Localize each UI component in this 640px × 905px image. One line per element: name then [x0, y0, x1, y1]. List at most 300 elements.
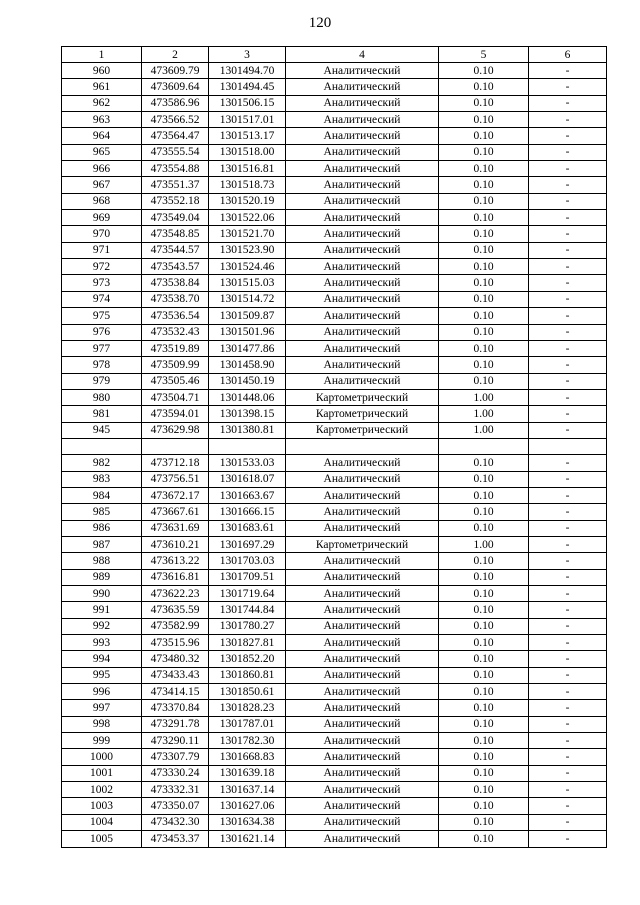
- point-number-cell: 970: [62, 226, 142, 242]
- table-row: [62, 471, 607, 487]
- point-number-cell: 967: [62, 177, 142, 193]
- table-row: [62, 340, 607, 356]
- note-cell: -: [529, 798, 607, 814]
- x-coordinate-cell: 473552.18: [142, 193, 209, 209]
- note-cell: -: [529, 471, 607, 487]
- accuracy-cell: 0.10: [439, 618, 529, 634]
- column-header-1: 1: [62, 47, 142, 63]
- accuracy-cell: 0.10: [439, 291, 529, 307]
- table-row: [62, 291, 607, 307]
- table-row: [62, 112, 607, 128]
- page-number: 120: [308, 15, 332, 31]
- accuracy-cell: 0.10: [439, 635, 529, 651]
- note-cell: -: [529, 635, 607, 651]
- accuracy-cell: 0.10: [439, 259, 529, 275]
- method-cell: Аналитический: [286, 765, 439, 781]
- method-cell: Картометрический: [286, 389, 439, 405]
- x-coordinate-cell: 473564.47: [142, 128, 209, 144]
- note-cell: [529, 438, 607, 454]
- point-number-cell: 993: [62, 635, 142, 651]
- y-coordinate-cell: 1301533.03: [209, 455, 286, 471]
- y-coordinate-cell: 1301852.20: [209, 651, 286, 667]
- method-cell: Картометрический: [286, 536, 439, 552]
- y-coordinate-cell: 1301663.67: [209, 487, 286, 503]
- table-row: [62, 422, 607, 438]
- point-number-cell: 983: [62, 471, 142, 487]
- point-number-cell: 992: [62, 618, 142, 634]
- point-number-cell: 964: [62, 128, 142, 144]
- note-cell: -: [529, 324, 607, 340]
- note-cell: -: [529, 618, 607, 634]
- y-coordinate-cell: 1301618.07: [209, 471, 286, 487]
- y-coordinate-cell: 1301513.17: [209, 128, 286, 144]
- point-number-cell: 988: [62, 553, 142, 569]
- table-row: [62, 618, 607, 634]
- accuracy-cell: 0.10: [439, 487, 529, 503]
- point-number-cell: 966: [62, 161, 142, 177]
- table-row: [62, 193, 607, 209]
- x-coordinate-cell: 473536.54: [142, 308, 209, 324]
- y-coordinate-cell: 1301524.46: [209, 259, 286, 275]
- method-cell: Аналитический: [286, 144, 439, 160]
- note-cell: -: [529, 406, 607, 422]
- point-number-cell: 999: [62, 733, 142, 749]
- x-coordinate-cell: 473532.43: [142, 324, 209, 340]
- column-header-2: 2: [142, 47, 209, 63]
- accuracy-cell: 0.10: [439, 79, 529, 95]
- column-header-3: 3: [209, 47, 286, 63]
- table-row: [62, 242, 607, 258]
- accuracy-cell: 0.10: [439, 504, 529, 520]
- note-cell: -: [529, 95, 607, 111]
- point-number-cell: 978: [62, 357, 142, 373]
- point-number-cell: [62, 438, 142, 454]
- table-row: [62, 210, 607, 226]
- x-coordinate-cell: 473433.43: [142, 667, 209, 683]
- y-coordinate-cell: 1301515.03: [209, 275, 286, 291]
- point-number-cell: 968: [62, 193, 142, 209]
- point-number-cell: 996: [62, 684, 142, 700]
- method-cell: Аналитический: [286, 635, 439, 651]
- x-coordinate-cell: 473504.71: [142, 389, 209, 405]
- table-row: [62, 259, 607, 275]
- x-coordinate-cell: 473667.61: [142, 504, 209, 520]
- y-coordinate-cell: 1301744.84: [209, 602, 286, 618]
- y-coordinate-cell: 1301850.61: [209, 684, 286, 700]
- accuracy-cell: 0.10: [439, 471, 529, 487]
- note-cell: -: [529, 177, 607, 193]
- x-coordinate-cell: 473629.98: [142, 422, 209, 438]
- accuracy-cell: 0.10: [439, 569, 529, 585]
- x-coordinate-cell: 473756.51: [142, 471, 209, 487]
- table-row: [62, 275, 607, 291]
- y-coordinate-cell: 1301518.73: [209, 177, 286, 193]
- method-cell: Аналитический: [286, 831, 439, 847]
- accuracy-cell: 0.10: [439, 112, 529, 128]
- method-cell: [286, 438, 439, 454]
- accuracy-cell: 0.10: [439, 161, 529, 177]
- x-coordinate-cell: 473631.69: [142, 520, 209, 536]
- y-coordinate-cell: 1301494.45: [209, 79, 286, 95]
- table-row: [62, 357, 607, 373]
- x-coordinate-cell: 473610.21: [142, 536, 209, 552]
- accuracy-cell: 0.10: [439, 602, 529, 618]
- method-cell: Аналитический: [286, 569, 439, 585]
- table-row: [62, 63, 607, 79]
- x-coordinate-cell: 473330.24: [142, 765, 209, 781]
- y-coordinate-cell: 1301501.96: [209, 324, 286, 340]
- method-cell: Аналитический: [286, 340, 439, 356]
- y-coordinate-cell: 1301516.81: [209, 161, 286, 177]
- point-number-cell: 1004: [62, 814, 142, 830]
- method-cell: Аналитический: [286, 814, 439, 830]
- note-cell: -: [529, 667, 607, 683]
- point-number-cell: 965: [62, 144, 142, 160]
- accuracy-cell: 0.10: [439, 749, 529, 765]
- method-cell: Аналитический: [286, 275, 439, 291]
- note-cell: -: [529, 651, 607, 667]
- x-coordinate-cell: 473613.22: [142, 553, 209, 569]
- point-number-cell: 1000: [62, 749, 142, 765]
- point-number-cell: 1003: [62, 798, 142, 814]
- accuracy-cell: 1.00: [439, 406, 529, 422]
- y-coordinate-cell: 1301703.03: [209, 553, 286, 569]
- accuracy-cell: 0.10: [439, 798, 529, 814]
- x-coordinate-cell: 473582.99: [142, 618, 209, 634]
- table-row: [62, 667, 607, 683]
- y-coordinate-cell: 1301506.15: [209, 95, 286, 111]
- x-coordinate-cell: 473609.79: [142, 63, 209, 79]
- x-coordinate-cell: 473538.84: [142, 275, 209, 291]
- method-cell: Аналитический: [286, 177, 439, 193]
- accuracy-cell: 0.10: [439, 553, 529, 569]
- accuracy-cell: 0.10: [439, 128, 529, 144]
- note-cell: -: [529, 569, 607, 585]
- accuracy-cell: 0.10: [439, 684, 529, 700]
- y-coordinate-cell: 1301477.86: [209, 340, 286, 356]
- accuracy-cell: 0.10: [439, 586, 529, 602]
- point-number-cell: 975: [62, 308, 142, 324]
- note-cell: -: [529, 831, 607, 847]
- y-coordinate-cell: 1301787.01: [209, 716, 286, 732]
- y-coordinate-cell: 1301509.87: [209, 308, 286, 324]
- method-cell: Аналитический: [286, 95, 439, 111]
- x-coordinate-cell: 473566.52: [142, 112, 209, 128]
- y-coordinate-cell: 1301514.72: [209, 291, 286, 307]
- y-coordinate-cell: 1301639.18: [209, 765, 286, 781]
- x-coordinate-cell: [142, 438, 209, 454]
- accuracy-cell: 0.10: [439, 193, 529, 209]
- accuracy-cell: 0.10: [439, 373, 529, 389]
- point-number-cell: 991: [62, 602, 142, 618]
- note-cell: -: [529, 259, 607, 275]
- table-row: [62, 177, 607, 193]
- accuracy-cell: 0.10: [439, 95, 529, 111]
- note-cell: -: [529, 308, 607, 324]
- note-cell: -: [529, 536, 607, 552]
- y-coordinate-cell: 1301860.81: [209, 667, 286, 683]
- x-coordinate-cell: 473548.85: [142, 226, 209, 242]
- y-coordinate-cell: 1301517.01: [209, 112, 286, 128]
- point-number-cell: 985: [62, 504, 142, 520]
- note-cell: -: [529, 79, 607, 95]
- point-number-cell: 963: [62, 112, 142, 128]
- x-coordinate-cell: 473594.01: [142, 406, 209, 422]
- y-coordinate-cell: 1301637.14: [209, 782, 286, 798]
- point-number-cell: 997: [62, 700, 142, 716]
- accuracy-cell: 0.10: [439, 765, 529, 781]
- y-coordinate-cell: 1301522.06: [209, 210, 286, 226]
- note-cell: -: [529, 112, 607, 128]
- point-number-cell: 962: [62, 95, 142, 111]
- x-coordinate-cell: 473554.88: [142, 161, 209, 177]
- table-row: [62, 586, 607, 602]
- x-coordinate-cell: 473586.96: [142, 95, 209, 111]
- method-cell: Аналитический: [286, 553, 439, 569]
- table-row: [62, 226, 607, 242]
- table-row: [62, 455, 607, 471]
- accuracy-cell: 0.10: [439, 700, 529, 716]
- accuracy-cell: 0.10: [439, 814, 529, 830]
- y-coordinate-cell: [209, 438, 286, 454]
- point-number-cell: 989: [62, 569, 142, 585]
- method-cell: Аналитический: [286, 455, 439, 471]
- accuracy-cell: 0.10: [439, 177, 529, 193]
- accuracy-cell: 0.10: [439, 242, 529, 258]
- table-body: [62, 63, 607, 848]
- table-row: [62, 716, 607, 732]
- x-coordinate-cell: 473350.07: [142, 798, 209, 814]
- point-number-cell: 1005: [62, 831, 142, 847]
- note-cell: -: [529, 210, 607, 226]
- method-cell: Аналитический: [286, 798, 439, 814]
- method-cell: Аналитический: [286, 357, 439, 373]
- point-number-cell: 969: [62, 210, 142, 226]
- y-coordinate-cell: 1301697.29: [209, 536, 286, 552]
- point-number-cell: 971: [62, 242, 142, 258]
- point-number-cell: 1001: [62, 765, 142, 781]
- table-row: [62, 79, 607, 95]
- y-coordinate-cell: 1301521.70: [209, 226, 286, 242]
- x-coordinate-cell: 473290.11: [142, 733, 209, 749]
- note-cell: -: [529, 733, 607, 749]
- note-cell: -: [529, 520, 607, 536]
- x-coordinate-cell: 473616.81: [142, 569, 209, 585]
- y-coordinate-cell: 1301398.15: [209, 406, 286, 422]
- note-cell: -: [529, 340, 607, 356]
- y-coordinate-cell: 1301494.70: [209, 63, 286, 79]
- accuracy-cell: 0.10: [439, 651, 529, 667]
- note-cell: -: [529, 291, 607, 307]
- accuracy-cell: 0.10: [439, 275, 529, 291]
- method-cell: Аналитический: [286, 667, 439, 683]
- method-cell: Аналитический: [286, 586, 439, 602]
- note-cell: -: [529, 275, 607, 291]
- table-row: [62, 700, 607, 716]
- accuracy-cell: 0.10: [439, 210, 529, 226]
- table-row: [62, 487, 607, 503]
- x-coordinate-cell: 473432.30: [142, 814, 209, 830]
- accuracy-cell: 0.10: [439, 324, 529, 340]
- table-row: [62, 733, 607, 749]
- y-coordinate-cell: 1301668.83: [209, 749, 286, 765]
- method-cell: Аналитический: [286, 112, 439, 128]
- method-cell: Аналитический: [286, 602, 439, 618]
- note-cell: -: [529, 389, 607, 405]
- x-coordinate-cell: 473672.17: [142, 487, 209, 503]
- accuracy-cell: [439, 438, 529, 454]
- accuracy-cell: 1.00: [439, 389, 529, 405]
- point-number-cell: 961: [62, 79, 142, 95]
- column-header-5: 5: [439, 47, 529, 63]
- table-row: [62, 684, 607, 700]
- point-number-cell: 994: [62, 651, 142, 667]
- note-cell: -: [529, 586, 607, 602]
- column-header-4: 4: [286, 47, 439, 63]
- table-row: [62, 798, 607, 814]
- x-coordinate-cell: 473635.59: [142, 602, 209, 618]
- note-cell: -: [529, 814, 607, 830]
- method-cell: Аналитический: [286, 749, 439, 765]
- method-cell: Аналитический: [286, 651, 439, 667]
- note-cell: -: [529, 63, 607, 79]
- note-cell: -: [529, 226, 607, 242]
- accuracy-cell: 0.10: [439, 782, 529, 798]
- method-cell: Аналитический: [286, 79, 439, 95]
- method-cell: Аналитический: [286, 684, 439, 700]
- method-cell: Картометрический: [286, 422, 439, 438]
- point-number-cell: 995: [62, 667, 142, 683]
- note-cell: -: [529, 504, 607, 520]
- point-number-cell: 977: [62, 340, 142, 356]
- accuracy-cell: 0.10: [439, 144, 529, 160]
- accuracy-cell: 0.10: [439, 733, 529, 749]
- point-number-cell: 974: [62, 291, 142, 307]
- x-coordinate-cell: 473480.32: [142, 651, 209, 667]
- method-cell: Аналитический: [286, 504, 439, 520]
- method-cell: Аналитический: [286, 324, 439, 340]
- table-row: [62, 504, 607, 520]
- x-coordinate-cell: 473291.78: [142, 716, 209, 732]
- y-coordinate-cell: 1301780.27: [209, 618, 286, 634]
- point-number-cell: 998: [62, 716, 142, 732]
- y-coordinate-cell: 1301523.90: [209, 242, 286, 258]
- table-row: [62, 635, 607, 651]
- note-cell: -: [529, 553, 607, 569]
- accuracy-cell: 0.10: [439, 716, 529, 732]
- y-coordinate-cell: 1301448.06: [209, 389, 286, 405]
- accuracy-cell: 0.10: [439, 340, 529, 356]
- note-cell: -: [529, 684, 607, 700]
- x-coordinate-cell: 473712.18: [142, 455, 209, 471]
- note-cell: -: [529, 700, 607, 716]
- y-coordinate-cell: 1301827.81: [209, 635, 286, 651]
- note-cell: -: [529, 193, 607, 209]
- x-coordinate-cell: 473609.64: [142, 79, 209, 95]
- method-cell: Аналитический: [286, 242, 439, 258]
- accuracy-cell: 0.10: [439, 357, 529, 373]
- point-number-cell: 982: [62, 455, 142, 471]
- column-header-6: 6: [529, 47, 607, 63]
- y-coordinate-cell: 1301683.61: [209, 520, 286, 536]
- method-cell: Аналитический: [286, 733, 439, 749]
- method-cell: Аналитический: [286, 700, 439, 716]
- y-coordinate-cell: 1301666.15: [209, 504, 286, 520]
- point-number-cell: 981: [62, 406, 142, 422]
- table-row: [62, 438, 607, 454]
- x-coordinate-cell: 473515.96: [142, 635, 209, 651]
- accuracy-cell: 0.10: [439, 455, 529, 471]
- method-cell: Аналитический: [286, 226, 439, 242]
- method-cell: Картометрический: [286, 406, 439, 422]
- x-coordinate-cell: 473332.31: [142, 782, 209, 798]
- x-coordinate-cell: 473538.70: [142, 291, 209, 307]
- y-coordinate-cell: 1301518.00: [209, 144, 286, 160]
- table-row: [62, 814, 607, 830]
- table-header-row: [62, 47, 607, 63]
- method-cell: Аналитический: [286, 128, 439, 144]
- y-coordinate-cell: 1301634.38: [209, 814, 286, 830]
- note-cell: -: [529, 782, 607, 798]
- method-cell: Аналитический: [286, 308, 439, 324]
- method-cell: Аналитический: [286, 487, 439, 503]
- table-row: [62, 144, 607, 160]
- note-cell: -: [529, 373, 607, 389]
- x-coordinate-cell: 473307.79: [142, 749, 209, 765]
- note-cell: -: [529, 144, 607, 160]
- note-cell: -: [529, 422, 607, 438]
- point-number-cell: 972: [62, 259, 142, 275]
- x-coordinate-cell: 473622.23: [142, 586, 209, 602]
- accuracy-cell: 0.10: [439, 831, 529, 847]
- note-cell: -: [529, 749, 607, 765]
- point-number-cell: 945: [62, 422, 142, 438]
- y-coordinate-cell: 1301627.06: [209, 798, 286, 814]
- table-row: [62, 831, 607, 847]
- y-coordinate-cell: 1301450.19: [209, 373, 286, 389]
- note-cell: -: [529, 242, 607, 258]
- table-row: [62, 389, 607, 405]
- table-row: [62, 749, 607, 765]
- y-coordinate-cell: 1301782.30: [209, 733, 286, 749]
- coordinates-table: [61, 46, 607, 848]
- point-number-cell: 973: [62, 275, 142, 291]
- method-cell: Аналитический: [286, 618, 439, 634]
- accuracy-cell: 0.10: [439, 308, 529, 324]
- x-coordinate-cell: 473551.37: [142, 177, 209, 193]
- table-row: [62, 651, 607, 667]
- table-row: [62, 308, 607, 324]
- y-coordinate-cell: 1301520.19: [209, 193, 286, 209]
- table-row: [62, 324, 607, 340]
- method-cell: Аналитический: [286, 161, 439, 177]
- x-coordinate-cell: 473509.99: [142, 357, 209, 373]
- y-coordinate-cell: 1301458.90: [209, 357, 286, 373]
- accuracy-cell: 1.00: [439, 536, 529, 552]
- point-number-cell: 980: [62, 389, 142, 405]
- note-cell: -: [529, 128, 607, 144]
- y-coordinate-cell: 1301380.81: [209, 422, 286, 438]
- method-cell: Аналитический: [286, 63, 439, 79]
- table-row: [62, 553, 607, 569]
- note-cell: -: [529, 357, 607, 373]
- method-cell: Аналитический: [286, 193, 439, 209]
- point-number-cell: 990: [62, 586, 142, 602]
- table-row: [62, 536, 607, 552]
- x-coordinate-cell: 473370.84: [142, 700, 209, 716]
- accuracy-cell: 0.10: [439, 226, 529, 242]
- point-number-cell: 986: [62, 520, 142, 536]
